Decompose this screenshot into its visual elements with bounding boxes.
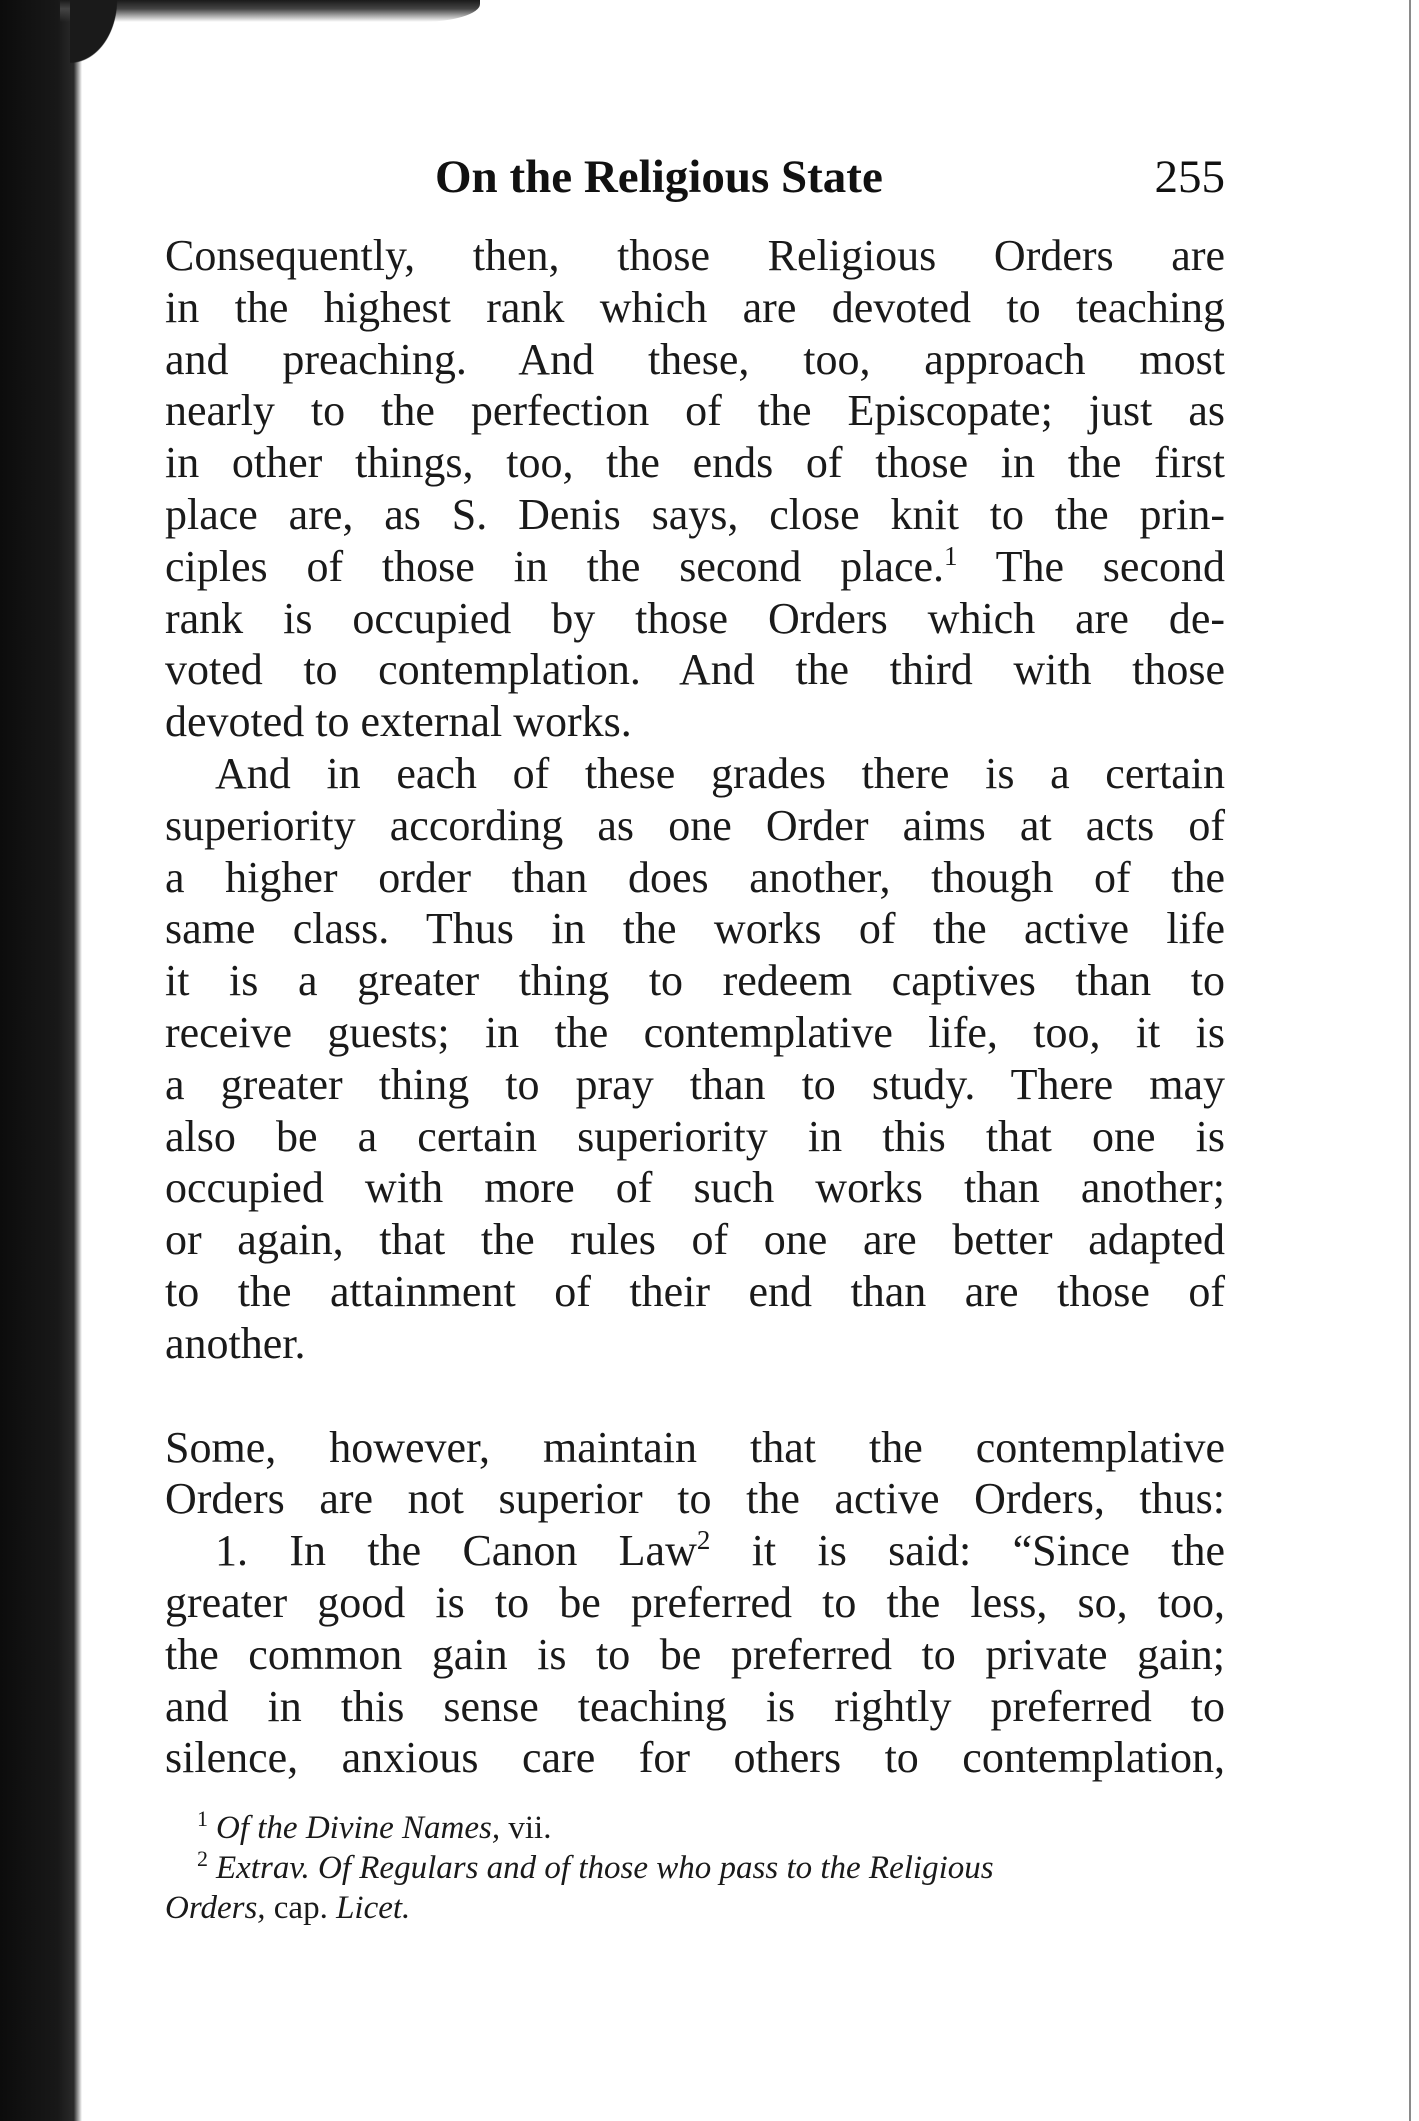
footnote-title: Licet. [336, 1890, 411, 1926]
text-line: silence, anxious care for others to contemplation, [165, 1733, 1225, 1783]
text-line: Some, however, maintain that the contemplative [165, 1422, 1225, 1472]
text-line: to the attainment of their end than are those of [165, 1266, 1225, 1316]
text-line: greater good is to be preferred to the less, so, too, [165, 1577, 1225, 1627]
page-number: 255 [1154, 151, 1225, 203]
text-line: in other things, too, the ends of those in the first [165, 438, 1225, 488]
text-line: it is a greater thing to redeem captives than to [165, 956, 1225, 1006]
text-line: another. [165, 1318, 306, 1368]
text-line: also be a certain superiority in this that one is [165, 1111, 1225, 1161]
text-line: or again, that the rules of one are better adapted [165, 1215, 1225, 1265]
text-segment: ciples of those in the second place. [165, 541, 945, 591]
text-segment: 1. In the Canon Law [215, 1526, 697, 1576]
text-line: occupied with more of such works than another; [165, 1163, 1225, 1213]
text-segment: The second [995, 541, 1225, 591]
footnote-title: Extrav. Of Regulars and of those who pass to the Religious [216, 1850, 994, 1886]
footnote-title: Orders, [165, 1890, 266, 1926]
page-right-edge [1409, 0, 1411, 2121]
text-line: voted to contemplation. And the third with those [165, 645, 1225, 695]
text-line-with-footnote [165, 1525, 1225, 1577]
running-head: On the Religious State [435, 151, 883, 203]
text-line: superiority according as one Order aims at acts of [165, 800, 1225, 850]
text-line-with-footnote [165, 541, 1225, 593]
text-line: place are, as S. Denis says, close knit to the prin- [165, 489, 1225, 539]
text-line: rank is occupied by those Orders which are de- [165, 593, 1225, 643]
text-line: a higher order than does another, though of the [165, 852, 1225, 902]
footnote-ref-2: 2 [696, 1525, 711, 1556]
text-line: nearly to the perfection of the Episcopate; just as [165, 386, 1225, 436]
paragraph-gap [165, 1370, 1225, 1422]
footnote-1 [165, 1808, 1225, 1848]
text-line: devoted to external works. [165, 697, 632, 747]
text-line: And in each of these grades there is a certain [215, 748, 1225, 798]
footnote-2 [165, 1848, 1225, 1888]
body-text [165, 230, 1225, 1784]
text-segment: it is said: “Since the [751, 1526, 1225, 1576]
book-binding-shadow [0, 0, 82, 2121]
text-line: Orders are not superior to the active Orders, thus: [165, 1474, 1225, 1524]
binding-curl-shadow [70, 0, 130, 80]
text-line: Consequently, then, those Religious Orders are [165, 231, 1225, 280]
text-line: and preaching. And these, too, approach most [165, 334, 1225, 384]
text-line: receive guests; in the contemplative life, too, it is [165, 1007, 1225, 1057]
footnote-ref-1: 1 [944, 540, 958, 571]
footnote-title: Of the Divine Names, [216, 1810, 501, 1846]
text-line: and in this sense teaching is rightly preferred to [165, 1681, 1225, 1731]
text-line: in the highest rank which are devoted to teaching [165, 282, 1225, 332]
text-line: same class. Thus in the works of the active life [165, 904, 1225, 954]
footnote-text: vii. [500, 1810, 552, 1846]
text-line: a greater thing to pray than to study. There may [165, 1059, 1225, 1109]
footnote-number: 1 [197, 1806, 208, 1831]
footnote-number: 2 [197, 1846, 208, 1871]
footnotes [165, 1808, 1225, 1928]
footnote-2-continued [165, 1888, 1225, 1928]
footnote-text: cap. [265, 1890, 337, 1926]
page-header [165, 150, 1225, 210]
text-line: the common gain is to be preferred to private gain; [165, 1629, 1225, 1679]
